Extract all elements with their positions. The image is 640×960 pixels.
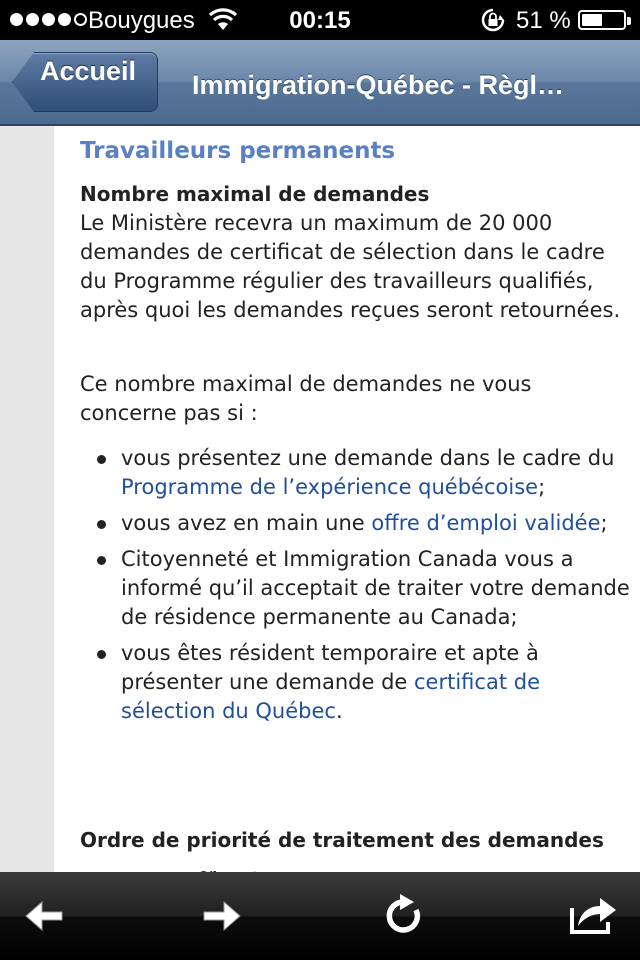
- list-item: vous présentez une demande dans le cadre du Programme de l’expérience québécoise;: [80, 444, 630, 502]
- link-programme-experience-quebecoise[interactable]: Programme de l’expérience québécoise: [121, 475, 539, 499]
- battery-icon: [578, 10, 626, 30]
- link-offre-emploi-validee[interactable]: offre d’emploi validée: [371, 511, 601, 535]
- rotation-lock-icon: [480, 8, 506, 32]
- page-title: Immigration-Québec - Règl…: [192, 70, 565, 100]
- bullet-icon: [97, 520, 106, 529]
- bullet-icon: [97, 650, 106, 659]
- bullet-icon: [97, 455, 106, 464]
- forward-arrow-icon[interactable]: [200, 896, 244, 936]
- subheading-priority-order: Ordre de priorité de traitement des demandes: [80, 828, 604, 852]
- exemptions-list: [80, 444, 630, 733]
- battery-percent: 51 %: [516, 7, 571, 34]
- back-button-label[interactable]: Accueil: [40, 56, 137, 86]
- subheading-max-requests: Nombre maximal de demandes: [80, 182, 430, 206]
- section-title: Travailleurs permanents: [80, 138, 396, 164]
- bullet-icon: [97, 556, 106, 565]
- back-arrow-icon[interactable]: [22, 896, 66, 936]
- carrier-name: Bouygues: [88, 7, 195, 34]
- refresh-icon[interactable]: [382, 892, 426, 938]
- article: [54, 126, 640, 872]
- bottom-toolbar: [0, 872, 640, 960]
- paragraph-exemptions-intro: Ce nombre maximal de demandes ne vous concerne pas si :: [80, 372, 532, 425]
- content-area[interactable]: [0, 126, 640, 872]
- list-item: vous êtes résident temporaire et apte à présenter une demande de certificat de sélection du Québec.: [80, 639, 630, 726]
- status-bar: [0, 0, 640, 40]
- list-item: Citoyenneté et Immigration Canada vous a informé qu’il acceptait de traiter votre demande de résidence permanente au Canada;: [80, 545, 630, 632]
- share-icon[interactable]: [568, 890, 618, 936]
- link-certificat-selection-quebec[interactable]: certificat de sélection du Québec: [121, 670, 540, 723]
- paragraph-max-requests: Le Ministère recevra un maximum de 20 000 demandes de certificat de sélection dans le cadre du Programme régulier des travailleurs qualifiés, après quoi les demandes reçues seront retournées.: [80, 211, 621, 322]
- clock: 00:15: [289, 7, 351, 34]
- list-item: vous avez en main une offre d’emploi validée;: [80, 509, 630, 538]
- navigation-bar: [0, 40, 640, 126]
